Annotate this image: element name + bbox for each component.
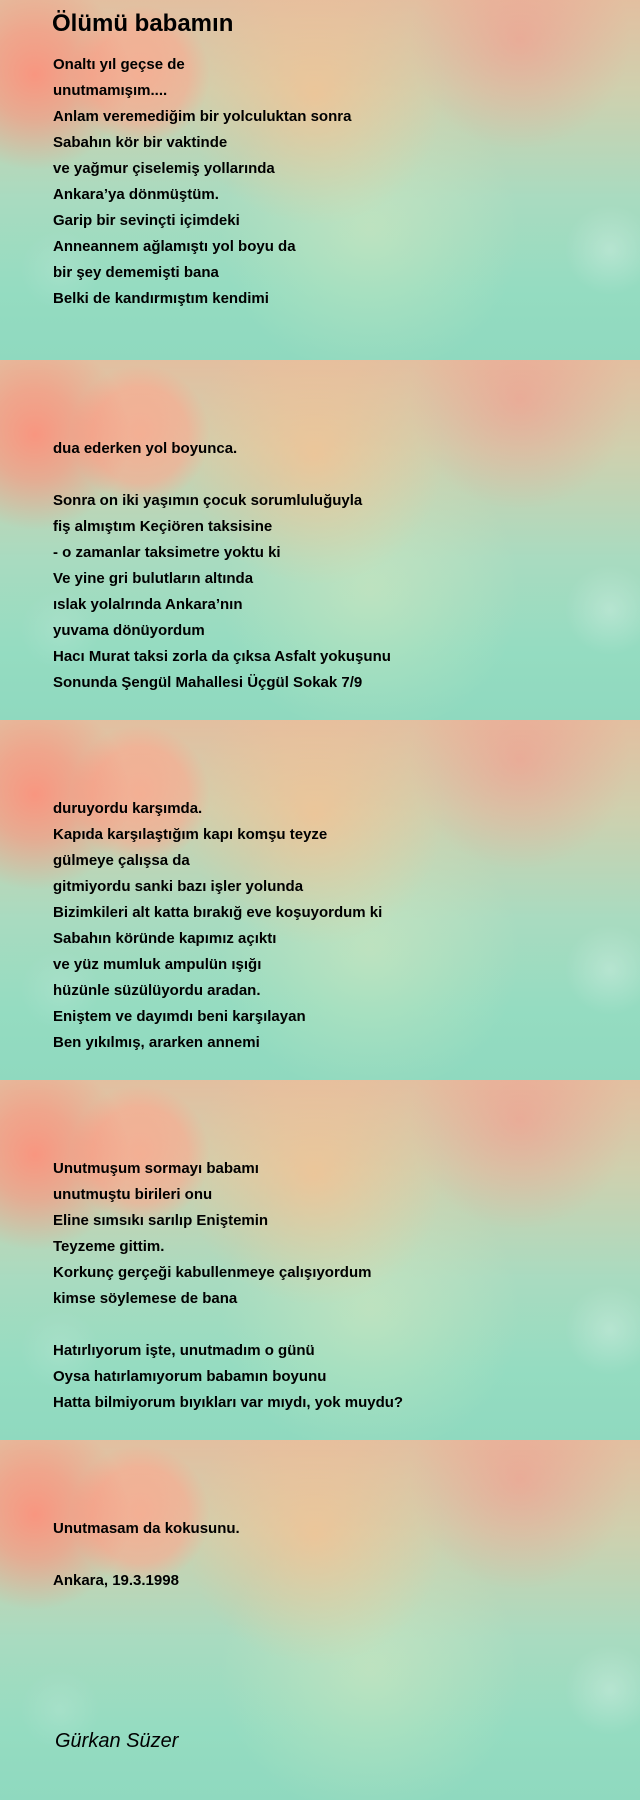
poem-stanza-2 [53, 410, 391, 696]
poem-line: Ben yıkılmış, ararken annemi [53, 1034, 260, 1051]
poem-line: Ankara, 19.3.1998 [53, 1572, 179, 1589]
poem-panel-3 [0, 720, 640, 1080]
poem-line: hüzünle süzülüyordu aradan. [53, 982, 261, 999]
poem-line: Kapıda karşılaştığım kapı komşu teyze [53, 826, 328, 843]
poem-line: kimse söylemese de bana [53, 1290, 238, 1307]
poem-line: Onaltı yıl geçse de [53, 56, 185, 73]
poem-stanza-1 [53, 52, 351, 312]
poem-author: Gürkan Süzer [55, 1730, 179, 1752]
poem-panel-5 [0, 1440, 640, 1800]
poem-line [53, 770, 382, 796]
poem-line: Hacı Murat taksi zorla da çıksa Asfalt yokuşunu [53, 648, 391, 665]
poem-line: Sonra on iki yaşımın çocuk sorumluluğuyla [53, 492, 363, 509]
poem-line: unutmuştu birileri onu [53, 1186, 213, 1203]
poem-line: Hatırlıyorum işte, unutmadım o günü [53, 1342, 315, 1359]
poem-line: ve yağmur çiselemiş yollarında [53, 160, 275, 177]
poem-title: Ölümü babamın [52, 10, 234, 37]
poem-line: gitmiyordu sanki bazı işler yolunda [53, 878, 304, 895]
poem-stanza-3 [53, 770, 382, 1056]
poem-line: Unutmasam da kokusunu. [53, 1520, 240, 1537]
poem-line: ıslak yolalrında Ankara’nın [53, 596, 243, 613]
poem-panel-1 [0, 0, 640, 360]
poem-line: Garip bir sevinçti içimdeki [53, 212, 240, 229]
poem-line: Belki de kandırmıştım kendimi [53, 290, 269, 307]
poem-line: bir şey dememişti bana [53, 264, 219, 281]
poem-line [53, 1490, 240, 1516]
poem-line: duruyordu karşımda. [53, 800, 203, 817]
poem-line [53, 410, 391, 436]
poem-line: Ankara’ya dönmüştüm. [53, 186, 219, 203]
poem-line: Unutmuşum sormayı babamı [53, 1160, 259, 1177]
poem-line: fiş almıştım Keçiören taksisine [53, 518, 273, 535]
poem-line: Oysa hatırlamıyorum babamın boyunu [53, 1368, 327, 1385]
poem-line: Sabahın köründe kapımız açıktı [53, 930, 277, 947]
poem-line: Sabahın kör bir vaktinde [53, 134, 228, 151]
poem-line: Ve yine gri bulutların altında [53, 570, 254, 587]
poem-line: unutmamışım.... [53, 82, 168, 99]
poem-line: Eniştem ve dayımdı beni karşılayan [53, 1008, 306, 1025]
poem-line [53, 1312, 403, 1338]
poem-stanza-4 [53, 1130, 403, 1416]
poem-line: Anlam veremediğim bir yolculuktan sonra [53, 108, 352, 125]
poem-line: ve yüz mumluk ampulün ışığı [53, 956, 262, 973]
poem-line [53, 462, 391, 488]
poem-stanza-5 [53, 1490, 240, 1594]
poem-line: gülmeye çalışsa da [53, 852, 190, 869]
poem-panel-4 [0, 1080, 640, 1440]
poem-line: Teyzeme gittim. [53, 1238, 165, 1255]
poem-line: yuvama dönüyordum [53, 622, 205, 639]
poem-line: Korkunç gerçeği kabullenmeye çalışıyordum [53, 1264, 372, 1281]
poem-line: Sonunda Şengül Mahallesi Üçgül Sokak 7/9 [53, 674, 363, 691]
poem-line: Anneannem ağlamıştı yol boyu da [53, 238, 296, 255]
poem-line: Eline sımsıkı sarılıp Eniştemin [53, 1212, 269, 1229]
poem-line: - o zamanlar taksimetre yoktu ki [53, 544, 281, 561]
poem-line: dua ederken yol boyunca. [53, 440, 238, 457]
poem-line: Bizimkileri alt katta bırakığ eve koşuyordum ki [53, 904, 383, 921]
poem-line: Hatta bilmiyorum bıyıkları var mıydı, yok muydu? [53, 1394, 404, 1411]
poem-panel-2 [0, 360, 640, 720]
poem-line [53, 1130, 403, 1156]
poem-line [53, 1542, 240, 1568]
